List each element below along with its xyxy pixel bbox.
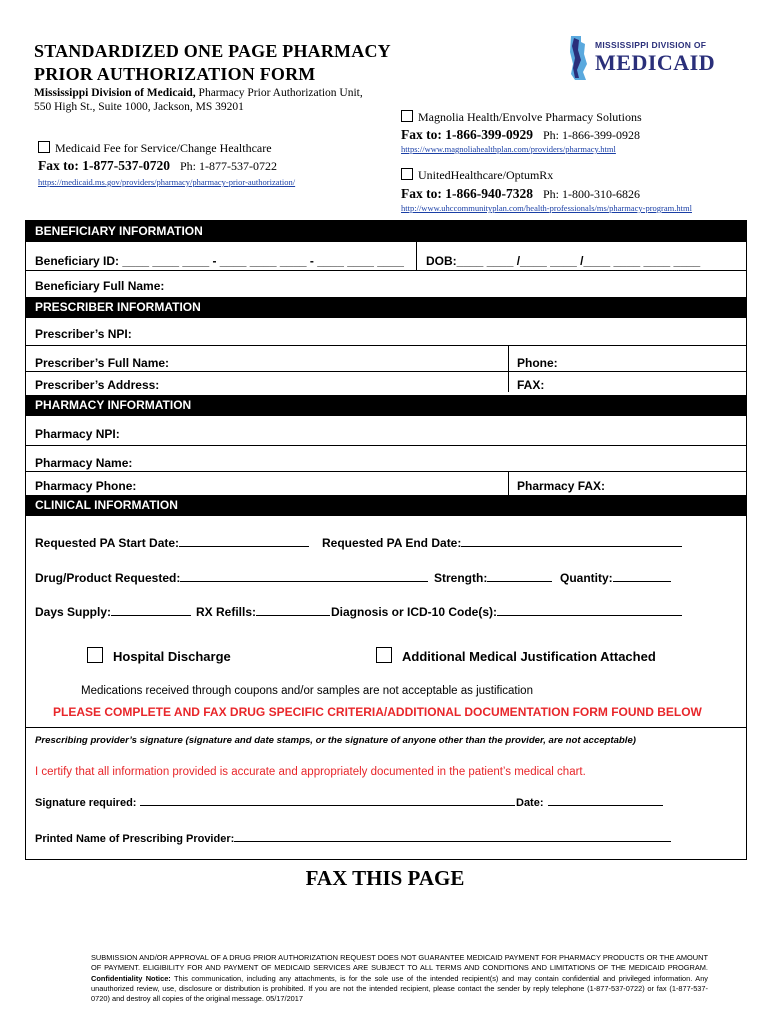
section-beneficiary: BENEFICIARY INFORMATION bbox=[26, 221, 746, 242]
prescriber-name-field[interactable]: Prescriber’s Full Name: bbox=[35, 356, 170, 370]
magnolia-url[interactable]: https://www.magnoliahealthplan.com/providers/pharmacy.html bbox=[401, 144, 616, 154]
divider bbox=[416, 242, 417, 270]
additional-justification-checkbox[interactable] bbox=[376, 647, 392, 663]
confidentiality-label: Confidentiality Notice: bbox=[91, 973, 171, 983]
uhc-name: UnitedHealthcare/OptumRx bbox=[418, 168, 554, 182]
printed-name-field[interactable] bbox=[35, 830, 671, 845]
prescriber-address-field[interactable]: Prescriber’s Address: bbox=[35, 378, 160, 392]
divider bbox=[26, 270, 746, 271]
refills-line[interactable] bbox=[256, 604, 330, 616]
pharmacy-phone-field[interactable]: Pharmacy Phone: bbox=[35, 479, 137, 493]
section-clinical: CLINICAL INFORMATION bbox=[26, 495, 746, 516]
ffs-fax: Fax to: 1-877-537-0720 bbox=[38, 158, 170, 173]
pa-start-line[interactable] bbox=[179, 535, 309, 547]
pa-start-field[interactable] bbox=[35, 535, 309, 550]
quantity-label: Quantity: bbox=[560, 571, 613, 585]
additional-justification-label: Additional Medical Justification Attached bbox=[402, 649, 656, 664]
coupons-note: Medications received through coupons and/or samples are not acceptable as justification bbox=[81, 685, 533, 697]
divider bbox=[26, 727, 746, 728]
divider bbox=[508, 345, 509, 392]
strength-label: Strength: bbox=[434, 571, 488, 585]
diagnosis-field[interactable] bbox=[331, 604, 682, 619]
uhc-checkbox[interactable] bbox=[401, 168, 413, 180]
additional-justification-option[interactable] bbox=[376, 647, 656, 664]
hospital-discharge-label: Hospital Discharge bbox=[113, 649, 231, 664]
quantity-line[interactable] bbox=[613, 570, 671, 582]
org-address: 550 High St., Suite 1000, Jackson, MS 39201 bbox=[34, 101, 244, 113]
pa-end-field[interactable] bbox=[322, 535, 682, 550]
footer-line1: SUBMISSION AND/OR APPROVAL OF A DRUG PRIOR AUTHORIZATION REQUEST DOES NOT GUARANTEE MEDICAID PAYMENT FOR PHARMACY PRODUCTS OR THE AMOUNT OF PAYMENT. ELIGIBILITY FOR AND PAYMENT OF MEDICAID SERVICES ARE SUBJECT TO ALL TERMS AND CONDITIONS AND LIMITATIONS OF THE MEDICAID PROGRAM. bbox=[91, 953, 708, 973]
divider bbox=[508, 471, 509, 495]
magnolia-fax-line bbox=[401, 127, 640, 143]
ffs-name: Medicaid Fee for Service/Change Healthcare bbox=[55, 141, 272, 155]
ffs-phone: Ph: 1-877-537-0722 bbox=[179, 159, 277, 173]
refills-field[interactable] bbox=[196, 604, 330, 619]
divider bbox=[26, 471, 746, 472]
section-pharmacy: PHARMACY INFORMATION bbox=[26, 395, 746, 416]
magnolia-fax: Fax to: 1-866-399-0929 bbox=[401, 127, 533, 142]
ffs-fax-line bbox=[38, 158, 277, 174]
days-supply-line[interactable] bbox=[111, 604, 191, 616]
plan-ffs bbox=[38, 141, 272, 156]
divider bbox=[26, 345, 746, 346]
pa-form bbox=[25, 220, 747, 860]
org-unit: Pharmacy Prior Authorization Unit, bbox=[195, 87, 363, 99]
prescriber-fax-field[interactable]: FAX: bbox=[517, 378, 545, 392]
divider bbox=[26, 445, 746, 446]
magnolia-name: Magnolia Health/Envolve Pharmacy Solutions bbox=[418, 110, 642, 124]
form-title bbox=[34, 40, 391, 86]
form-title-line1: STANDARDIZED ONE PAGE PHARMACY bbox=[34, 41, 391, 61]
date-label: Date: bbox=[516, 797, 544, 809]
strength-line[interactable] bbox=[487, 570, 552, 582]
strength-field[interactable] bbox=[434, 570, 552, 585]
hospital-discharge-option[interactable] bbox=[87, 647, 231, 664]
divider bbox=[26, 371, 746, 372]
drug-label: Drug/Product Requested: bbox=[35, 571, 181, 585]
complete-note: PLEASE COMPLETE AND FAX DRUG SPECIFIC CRITERIA/ADDITIONAL DOCUMENTATION FORM FOUND BELOW bbox=[53, 705, 702, 719]
magnolia-checkbox[interactable] bbox=[401, 110, 413, 122]
certify-statement: I certify that all information provided is accurate and appropriately documented in the patient’s medical chart. bbox=[35, 766, 586, 778]
prescriber-phone-field[interactable]: Phone: bbox=[517, 356, 558, 370]
logo-big-text: MEDICAID bbox=[595, 50, 716, 75]
uhc-fax-line bbox=[401, 186, 640, 202]
magnolia-phone: Ph: 1-866-399-0928 bbox=[542, 128, 640, 142]
uhc-url[interactable]: http://www.uhccommunityplan.com/health-professionals/ms/pharmacy-program.html bbox=[401, 203, 692, 213]
signature-label: Signature required: bbox=[35, 797, 137, 809]
pa-end-label: Requested PA End Date: bbox=[322, 536, 462, 550]
logo-small-text: MISSISSIPPI DIVISION OF bbox=[595, 40, 707, 50]
days-supply-field[interactable] bbox=[35, 604, 191, 619]
pharmacy-npi-field[interactable]: Pharmacy NPI: bbox=[35, 427, 120, 441]
date-field[interactable] bbox=[516, 794, 663, 809]
pa-end-line[interactable] bbox=[461, 535, 682, 547]
mississippi-state-icon bbox=[565, 34, 591, 84]
prescriber-npi-field[interactable]: Prescriber’s NPI: bbox=[35, 327, 132, 341]
uhc-fax: Fax to: 1-866-940-7328 bbox=[401, 186, 533, 201]
form-title-line2: PRIOR AUTHORIZATION FORM bbox=[34, 64, 316, 84]
signature-field[interactable] bbox=[35, 794, 515, 809]
signature-line[interactable] bbox=[140, 794, 515, 806]
refills-label: RX Refills: bbox=[196, 605, 257, 619]
org-info bbox=[34, 86, 363, 114]
plan-magnolia bbox=[401, 110, 642, 125]
pa-start-label: Requested PA Start Date: bbox=[35, 536, 180, 550]
footer-disclaimer bbox=[91, 953, 708, 1004]
diagnosis-label: Diagnosis or ICD-10 Code(s): bbox=[331, 605, 498, 619]
dob-field[interactable]: DOB:____ ____ /____ ____ /____ ____ ____ ____ bbox=[426, 254, 701, 268]
printed-name-line[interactable] bbox=[234, 830, 671, 842]
printed-name-label: Printed Name of Prescribing Provider: bbox=[35, 833, 235, 845]
hospital-discharge-checkbox[interactable] bbox=[87, 647, 103, 663]
days-supply-label: Days Supply: bbox=[35, 605, 112, 619]
pharmacy-name-field[interactable]: Pharmacy Name: bbox=[35, 456, 133, 470]
ffs-url[interactable]: https://medicaid.ms.gov/providers/pharmacy/pharmacy-prior-authorization/ bbox=[38, 177, 296, 187]
fax-this-page: FAX THIS PAGE bbox=[305, 866, 465, 890]
ffs-checkbox[interactable] bbox=[38, 141, 50, 153]
uhc-phone: Ph: 1-800-310-6826 bbox=[542, 187, 640, 201]
pharmacy-fax-field[interactable]: Pharmacy FAX: bbox=[517, 479, 606, 493]
section-prescriber: PRESCRIBER INFORMATION bbox=[26, 297, 746, 318]
signature-note: Prescribing provider’s signature (signature and date stamps, or the signature of anyone other than the provider, are not acceptable) bbox=[35, 735, 636, 746]
beneficiary-id-field[interactable]: Beneficiary ID: ____ ____ ____ - ____ ____ ____ - ____ ____ ____ bbox=[35, 254, 404, 268]
drug-line[interactable] bbox=[180, 570, 428, 582]
org-name: Mississippi Division of Medicaid, bbox=[34, 87, 196, 99]
drug-field[interactable] bbox=[35, 570, 428, 585]
plan-uhc bbox=[401, 168, 553, 183]
date-line[interactable] bbox=[548, 794, 663, 806]
beneficiary-name-field[interactable]: Beneficiary Full Name: bbox=[35, 279, 165, 293]
diagnosis-line[interactable] bbox=[497, 604, 682, 616]
medicaid-logo bbox=[565, 34, 715, 84]
confidentiality-text: This communication, including any attachments, is for the sole use of the intended recipient(s) and may contain confidential and privileged information. Any unauthorized review, use, disclosure or distribution is prohibited. If you are not the intended recipient, please contact the sender by reply telephone (1-877-537-0722) or fax (1-877-537-0720) and destroy all copies of the original message. 05/17/2017 bbox=[91, 973, 708, 1004]
quantity-field[interactable] bbox=[560, 570, 671, 585]
